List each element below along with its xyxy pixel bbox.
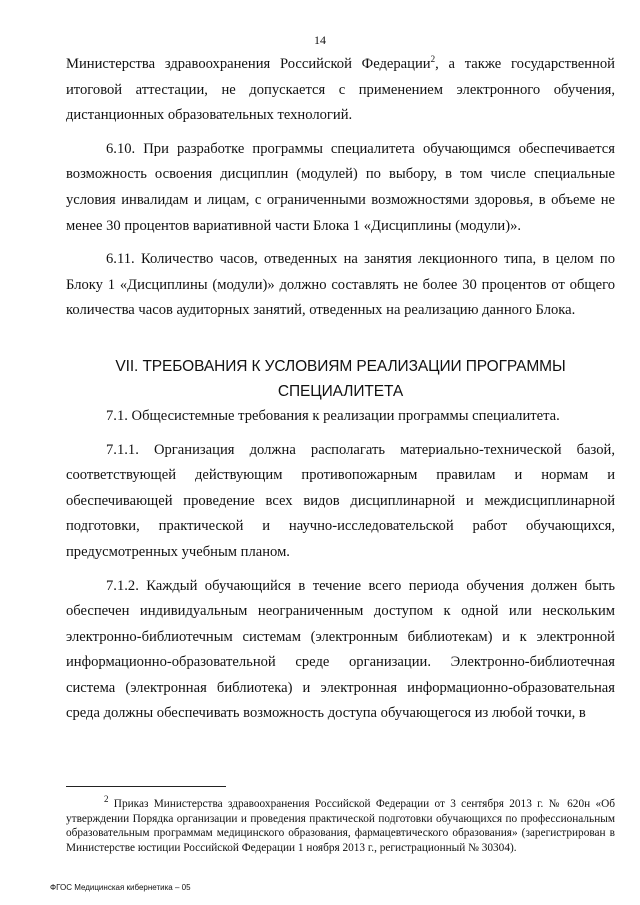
intro-paragraph bbox=[66, 52, 615, 129]
intro-text-rest: , а также государственной итоговой аттестации, не допускается с применением электронного обучения, дистанционных образовательных технологий. bbox=[66, 56, 615, 124]
paragraph-6-11: 6.11. Количество часов, отведенных на занятия лекционного типа, в целом по Блоку 1 «Дисциплины (модули)» должно составлять не более 30 процентов от общего количества часов аудиторных занятий, отведенных на реализацию данного Блока. bbox=[66, 251, 615, 319]
paragraph-6-10: 6.10. При разработке программы специалитета обучающимся обеспечивается возможность освоения дисциплин (модулей) по выбору, в том числе специальные условия инвалидам и лицам, с ограниченными возможностями здоровья, в объеме не менее 30 процентов вариативной части Блока 1 «Дисциплины (модули)». bbox=[66, 140, 615, 234]
main-text bbox=[66, 52, 615, 727]
footnote bbox=[66, 794, 615, 855]
paragraph-7-1-1: 7.1.1. Организация должна располагать материально-технической базой, соответствующей действующим противопожарным правилам и нормам и обеспечивающей проведение всех видов дисциплинарной и междисциплинарной подготовки, практической и научно-исследовательской работ обучающихся, предусмотренных учебным планом. bbox=[66, 441, 615, 560]
footnote-text: Приказ Министерства здравоохранения Российской Федерации от 3 сентября 2013 г. № 620н «Об утверждении Порядка организации и проведения практической подготовки обучающихся по профессиональным образовательным программам медицинского образования, фармацевтического образования» (зарегистрирован в Министерстве юстиции Российской Федерации 1 ноября 2013 г., регистрационный № 30304). bbox=[66, 798, 615, 854]
section-heading-line1: VII. ТРЕБОВАНИЯ К УСЛОВИЯМ РЕАЛИЗАЦИИ ПРОГРАММЫ bbox=[115, 357, 566, 375]
section-heading-line2: СПЕЦИАЛИТЕТА bbox=[277, 382, 404, 400]
paragraph-7-1-2: 7.1.2. Каждый обучающийся в течение всего периода обучения должен быть обеспечен индивидуальным неограниченным доступом к одной или нескольким электронно-библиотечным системам (электронным библиотекам) и к электронной информационно-образовательной среде организации. Электронно-библиотечная система (электронная библиотека) и электронная информационно-образовательная среда должны обеспечивать возможность доступа обучающегося из любой точки, в bbox=[66, 577, 615, 722]
footnote-marker: 2 bbox=[104, 794, 109, 805]
footnote-reference: 2 bbox=[430, 54, 436, 65]
section-heading bbox=[66, 354, 615, 404]
paragraph-7-1: 7.1. Общесистемные требования к реализации программы специалитета. bbox=[106, 407, 560, 424]
intro-text: Министерства здравоохранения Российской Федерации bbox=[66, 56, 431, 72]
page-number: 14 bbox=[314, 33, 326, 47]
footnote-divider bbox=[66, 786, 226, 787]
footer-label: ФГОС Медицинская кибернетика – 05 bbox=[50, 883, 191, 892]
